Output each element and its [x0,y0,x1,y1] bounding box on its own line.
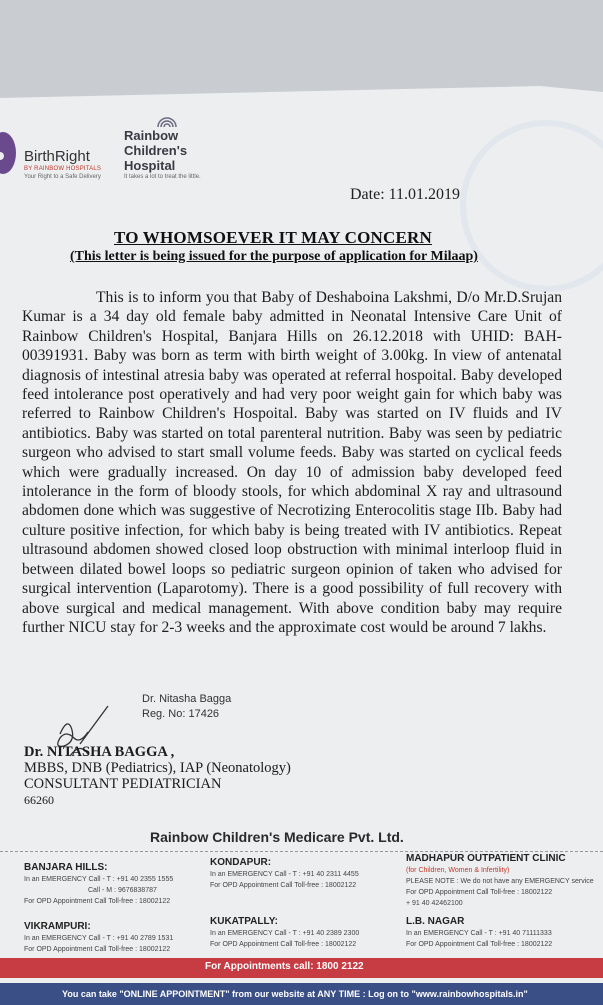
online-appointment-text: You can take "ONLINE APPOINTMENT" from our website at ANY TIME : Log on to "www.rainbowhospitals.in" [62,989,528,999]
branch-kukatpally: KUKATPALLY: In an EMERGENCY Call - T : +91 40 2389 2300 For OPD Appointment Call Toll-free : 18002122 [210,916,360,948]
birthright-name: BirthRight [24,148,90,165]
birthright-mark-icon [0,132,16,174]
signatory-block [24,744,291,808]
rainbow-tagline: It takes a lot to treat the little. [124,174,201,180]
letter-body [22,288,562,637]
stamp-name: Dr. Nitasha Bagga [142,693,232,705]
branch-kondapur: KONDAPUR: In an EMERGENCY Call - T : +91 40 2311 4455 For OPD Appointment Call Toll-free : 18002122 [210,857,359,889]
letter-date: Date: 11.01.2019 [350,186,461,203]
birthright-sub: BY RAINBOW HOSPITALS [24,166,102,172]
branch-madhapur: MADHAPUR OUTPATIENT CLINIC (for Children, Women & Infertility) PLEASE NOTE : We do not have any EMERGENCY service For OPD Appointment Call Toll-free : 18002122 + 91 40 42462100 [406,853,594,907]
rainbow-arc-icon [156,114,178,128]
letter-subheading: (This letter is being issued for the purpose of application for Milaap) [70,249,478,264]
birthright-tagline: Your Right to a Safe Delivery [24,174,101,180]
signatory-qualifications: MBBS, DNB (Pediatrics), IAP (Neonatology) [24,760,291,776]
branch-vikrampuri: VIKRAMPURI: In an EMERGENCY Call - T : +91 40 2789 1531 For OPD Appointment Call Toll-free : 18002122 [24,921,174,953]
signatory-name: Dr. NITASHA BAGGA , [24,744,175,760]
branch-banjara-hills: BANJARA HILLS: In an EMERGENCY Call - T : +91 40 2355 1555 Call - M : 9676838787 For OPD Appointment Call Toll-free : 18002122 [24,862,174,905]
rainbow-logo [118,114,228,186]
rainbow-name: Rainbow Children's Hospital [124,128,188,173]
signatory-code: 66260 [24,793,54,807]
company-name: Rainbow Children's Medicare Pvt. Ltd. [150,829,404,845]
birthright-logo [0,128,110,186]
signatory-title: CONSULTANT PEDIATRICIAN [24,776,222,792]
branch-lb-nagar: L.B. NAGAR In an EMERGENCY Call - T : +91 40 71111333 For OPD Appointment Call Toll-free : 18002122 [406,916,553,948]
doctor-stamp [142,692,231,722]
appointment-number: For Appointments call: 1800 2122 [205,961,364,972]
letter-heading: TO WHOMSOEVER IT MAY CONCERN [114,228,432,247]
stamp-reg: Reg. No: 17426 [142,708,220,720]
body-paragraph: This is to inform you that Baby of Deshaboina Lakshmi, D/o Mr.D.Srujan Kumar is a 34 day old female baby admitted in Neonatal Intensive Care Unit of Rainbow Children's Hospital, Banjara Hills on 26.12.2018 with UHID: BAH-00391931. Baby was born as term with birth weight of 3.00kg. In view of antenatal diagnosis of intestinal atresia baby was operated at referral hospoital. Baby developed feed intolerance post operatively and had very poor weight gain for which baby was referred to Rainbow Children's Hospoital. Baby was started on IV fluids and IV antibiotics. Baby was started on total parenteral nutrition. Baby was seen by pediatric surgeon who advised to start small volume feeds. Baby was started on cyclical feeds which were gradually increased. On day 10 of admission baby developed feed intolerance in the form of bloody stools, for which abdominal X ray and ultrasound abdomen done which was suggestive of Necrotizing Enterocolitis stage IIb. Baby had culture positive infection, for which baby is being treated with IV antibiotics. Repeat ultrasound abdomen showed closed loop obstruction with minimal interloop fluid in between dilated bowel loops so pediatric surgeon opinion of taken who advised for surgical intervention (Laparotomy). There is a good possibility of full recovery with above surgical and medical management. With above condition baby may require further NICU stay for 2-3 weeks and the approximate cost would be around 7 lakhs. [22,289,562,636]
